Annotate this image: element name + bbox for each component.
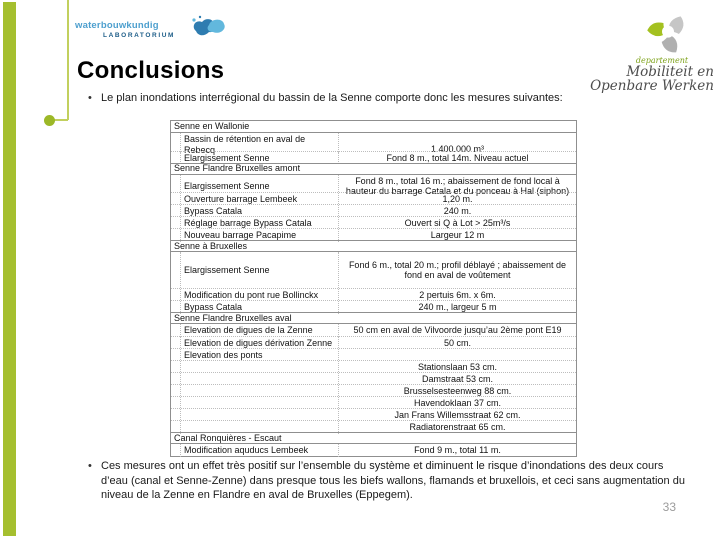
table-row bbox=[171, 216, 576, 228]
bullet-intro-text: Le plan inondations interrégional du bassin de la Senne comporte donc les mesures suivantes: bbox=[101, 92, 563, 104]
row-label: Elevation de digues de la Zenne bbox=[181, 324, 339, 337]
row-value: Brusselsesteenweg 88 cm. bbox=[403, 386, 512, 397]
row-value: Radiatorenstraat 65 cm. bbox=[409, 422, 506, 433]
row-label: Modification aquducs Lembeek bbox=[181, 444, 339, 457]
waterbouwkundig-logo bbox=[75, 20, 185, 39]
logo-left-line1: waterbouwkundig bbox=[75, 20, 159, 31]
pinwheel-logo-icon bbox=[644, 10, 692, 56]
row-indent bbox=[171, 444, 181, 457]
bullet-conclusion bbox=[88, 459, 686, 503]
section-label: Senne à Bruxelles bbox=[174, 240, 248, 251]
table-row bbox=[171, 204, 576, 216]
row-value: Largeur 12 m bbox=[430, 230, 485, 241]
table-row bbox=[171, 372, 576, 384]
row-label: Bypass Catala bbox=[181, 301, 339, 314]
row-value: Fond 9 m., total 11 m. bbox=[414, 445, 501, 456]
row-value: Ouvert si Q à Lot > 25m³/s bbox=[404, 218, 511, 229]
row-label: Elargissement Senne bbox=[181, 152, 339, 165]
table-row bbox=[171, 252, 576, 288]
table-section-row bbox=[171, 240, 576, 252]
table-row bbox=[171, 175, 576, 197]
logo-left-line2: LABORATORIUM bbox=[103, 32, 176, 39]
row-label: Elevation des ponts bbox=[181, 349, 339, 362]
table-row bbox=[171, 151, 576, 163]
row-value: 1.400.000 m³ bbox=[430, 143, 485, 154]
table-row bbox=[171, 324, 576, 336]
row-indent bbox=[171, 324, 181, 337]
row-label: Elargissement Senne bbox=[181, 252, 339, 288]
row-label: Elargissement Senne bbox=[181, 175, 339, 198]
logo-right-line1: Mobiliteit en bbox=[626, 64, 714, 80]
row-value: 50 cm. bbox=[443, 338, 471, 349]
row-indent bbox=[171, 252, 181, 288]
table-row bbox=[171, 420, 576, 432]
row-label: Bypass Catala bbox=[181, 205, 339, 218]
table-row bbox=[171, 444, 576, 456]
row-value: Fond 6 m., total 20 m.; profil déblayé ; abaissement de fond en aval de voûtement bbox=[348, 259, 567, 281]
row-value: 240 m., largeur 5 m bbox=[418, 302, 497, 313]
row-label: Nouveau barrage Pacapime bbox=[181, 229, 339, 242]
mow-department-logo bbox=[584, 10, 714, 93]
table-row bbox=[171, 348, 576, 360]
table-row bbox=[171, 384, 576, 396]
row-value: 50 cm en aval de Vilvoorde jusqu’au 2ème pont E19 bbox=[353, 325, 562, 336]
corner-line-vertical bbox=[67, 0, 69, 120]
table-section-row bbox=[171, 312, 576, 324]
table-row bbox=[171, 396, 576, 408]
green-accent-bar bbox=[3, 2, 16, 536]
row-label: Ouverture barrage Lembeek bbox=[181, 193, 339, 206]
logo-right-line2: Openbare Werken bbox=[590, 78, 714, 94]
row-value: Havendoklaan 37 cm. bbox=[413, 398, 502, 409]
table-row bbox=[171, 228, 576, 240]
row-label: Bassin de rétention en aval de Rebecq bbox=[181, 133, 339, 156]
row-value: Fond 8 m., total 16 m.; abaissement de fond local à hauteur du barrage Catala et du ponceau à Hal (siphon) bbox=[345, 175, 570, 197]
page-title: Conclusions bbox=[77, 57, 225, 84]
table-row bbox=[171, 360, 576, 372]
logo-right-departement: departement bbox=[635, 56, 689, 65]
section-label: Senne en Wallonie bbox=[174, 121, 250, 132]
table-row bbox=[171, 336, 576, 348]
row-value: 1,20 m. bbox=[442, 194, 473, 205]
table-row bbox=[171, 300, 576, 312]
table-section-row bbox=[171, 432, 576, 444]
bullet-intro bbox=[88, 91, 661, 106]
row-value: 2 pertuis 6m. x 6m. bbox=[419, 290, 496, 301]
bullet-conclusion-text: Ces mesures ont un effet très positif sur l’ensemble du système et diminuent le risque d’inondations des deux cours d’eau (canal et Senne-Zenne) dans presque tous les biefs wallons, flamands et bruxellois, et ceci sans augmentation du niveau de la Zenne en Flandre en aval de Bruxelles (Eppegem). bbox=[101, 460, 685, 501]
table-section-row bbox=[171, 121, 576, 133]
green-dot bbox=[44, 115, 55, 126]
row-value: Jan Frans Willemsstraat 62 cm. bbox=[394, 410, 521, 421]
row-value: Stationslaan 53 cm. bbox=[417, 362, 498, 373]
section-label: Senne Flandre Bruxelles aval bbox=[174, 312, 292, 323]
row-value: 240 m. bbox=[443, 206, 472, 217]
table-section-row bbox=[171, 163, 576, 175]
section-label: Canal Ronquières - Escaut bbox=[174, 432, 282, 443]
section-label: Senne Flandre Bruxelles amont bbox=[174, 163, 301, 174]
water-splash-icon bbox=[188, 14, 228, 42]
page-number: 33 bbox=[662, 500, 676, 514]
table-row bbox=[171, 288, 576, 300]
table-row bbox=[171, 192, 576, 204]
table-row bbox=[171, 133, 576, 155]
row-value: Fond 8 m., total 14m. Niveau actuel bbox=[386, 152, 529, 163]
row-label: Elevation de digues dérivation Zenne bbox=[181, 337, 339, 350]
row-label: Réglage barrage Bypass Catala bbox=[181, 217, 339, 230]
row-value: Damstraat 53 cm. bbox=[421, 374, 494, 385]
table-row bbox=[171, 408, 576, 420]
measures-table bbox=[170, 120, 577, 457]
row-label: Modification du pont rue Bollinckx bbox=[181, 289, 339, 302]
